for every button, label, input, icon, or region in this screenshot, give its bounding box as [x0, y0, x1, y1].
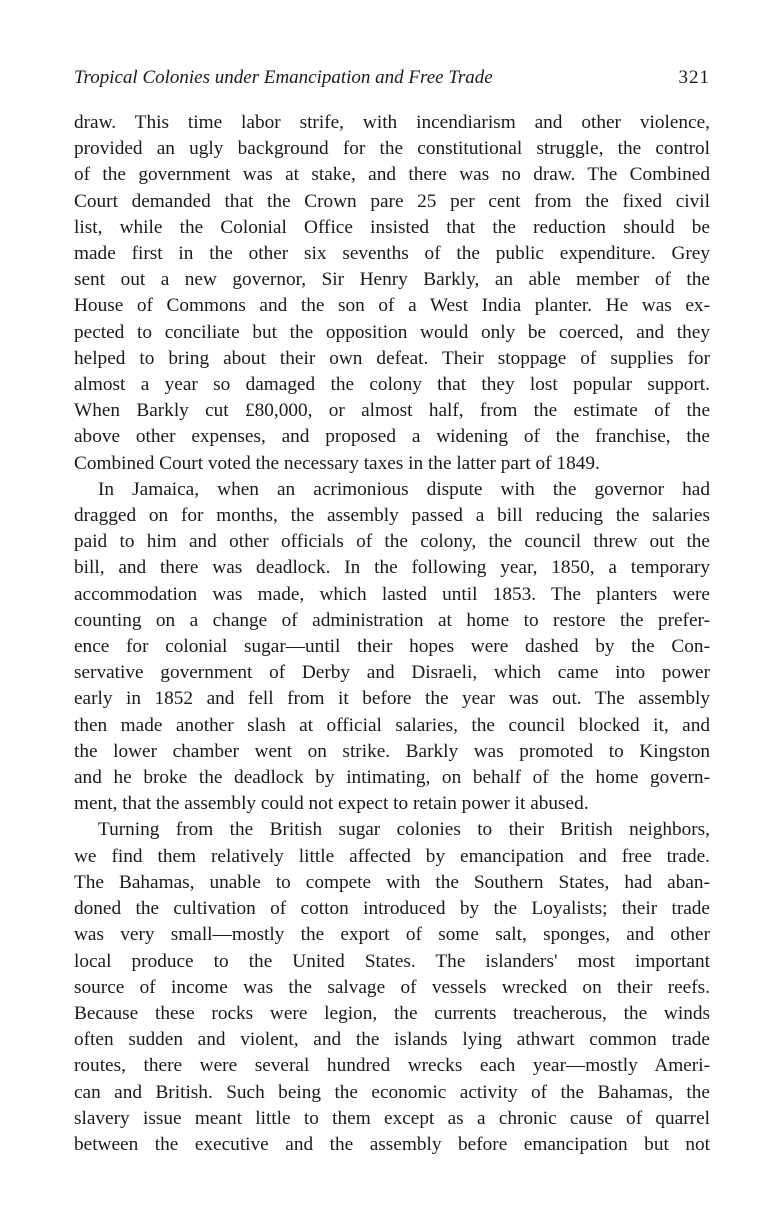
text-line: made first in the other six sevenths of the public expenditure. Grey	[74, 243, 710, 265]
text-line: Turning from the British sugar colonies to their British neighbors,	[98, 819, 710, 841]
paragraph	[74, 477, 710, 818]
text-line: the lower chamber went on strike. Barkly was promoted to Kingston	[74, 740, 710, 762]
text-line: bill, and there was deadlock. In the following year, 1850, a temporary	[74, 557, 710, 579]
text-line: ment, that the assembly could not expect to retain power it abused.	[74, 793, 589, 815]
text-line: accommodation was made, which lasted until 1853. The planters were	[74, 583, 710, 605]
text-line: The Bahamas, unable to compete with the Southern States, had aban-	[74, 871, 710, 893]
text-line: between the executive and the assembly before emancipation but not	[74, 1133, 710, 1155]
text-line: paid to him and other officials of the colony, the council threw out the	[74, 531, 710, 553]
text-line: doned the cultivation of cotton introduced by the Loyalists; their trade	[74, 898, 710, 920]
text-line: draw. This time labor strife, with incendiarism and other violence,	[74, 112, 710, 133]
text-line: then made another slash at official salaries, the council blocked it, and	[74, 714, 710, 736]
text-line: we find them relatively little affected by emancipation and free trade.	[74, 845, 710, 867]
text-line: helped to bring about their own defeat. Their stoppage of supplies for	[74, 347, 710, 369]
text-line: Combined Court voted the necessary taxes in the latter part of 1849.	[74, 452, 600, 474]
text-line: servative government of Derby and Disraeli, which came into power	[74, 662, 710, 684]
text-line: pected to conciliate but the opposition would only be coerced, and they	[74, 321, 710, 343]
paragraph	[74, 110, 710, 477]
text-line: was very small—mostly the export of some salt, sponges, and other	[74, 924, 710, 946]
text-line: routes, there were several hundred wrecks each year—mostly Ameri-	[74, 1055, 710, 1077]
text-line: and he broke the deadlock by intimating, on behalf of the home govern-	[74, 767, 710, 789]
page-number: 321	[678, 67, 710, 88]
running-head	[74, 66, 710, 90]
body-text	[74, 110, 710, 1158]
text-line: sent out a new governor, Sir Henry Barkly, an able member of the	[74, 269, 710, 291]
book-page	[74, 66, 710, 1158]
text-line: above other expenses, and proposed a widening of the franchise, the	[74, 426, 710, 448]
text-line: often sudden and violent, and the islands lying athwart common trade	[74, 1029, 710, 1051]
text-line: slavery issue meant little to them except as a chronic cause of quarrel	[74, 1107, 710, 1129]
text-line: provided an ugly background for the constitutional struggle, the control	[74, 138, 710, 160]
text-line: House of Commons and the son of a West India planter. He was ex-	[74, 295, 710, 317]
running-title: Tropical Colonies under Emancipation and Free Trade	[74, 67, 493, 88]
paragraph	[74, 817, 710, 1158]
text-line: ence for colonial sugar—until their hopes were dashed by the Con-	[74, 636, 710, 658]
text-line: can and British. Such being the economic activity of the Bahamas, the	[74, 1081, 710, 1103]
text-line: list, while the Colonial Office insisted that the reduction should be	[74, 216, 710, 238]
text-line: source of income was the salvage of vessels wrecked on their reefs.	[74, 976, 710, 998]
text-line: almost a year so damaged the colony that they lost popular support.	[74, 374, 710, 396]
text-line: Because these rocks were legion, the currents treacherous, the winds	[74, 1002, 710, 1024]
text-line: Court demanded that the Crown pare 25 per cent from the fixed civil	[74, 190, 710, 212]
text-line: When Barkly cut £80,000, or almost half, from the estimate of the	[74, 400, 710, 422]
text-line: counting on a change of administration at home to restore the prefer-	[74, 609, 710, 631]
text-line: local produce to the United States. The islanders' most important	[74, 950, 710, 972]
text-line: early in 1852 and fell from it before the year was out. The assembly	[74, 688, 710, 710]
text-line: of the government was at stake, and there was no draw. The Combined	[74, 164, 710, 186]
text-line: dragged on for months, the assembly passed a bill reducing the salaries	[74, 505, 710, 527]
text-line: In Jamaica, when an acrimonious dispute with the governor had	[98, 478, 710, 500]
